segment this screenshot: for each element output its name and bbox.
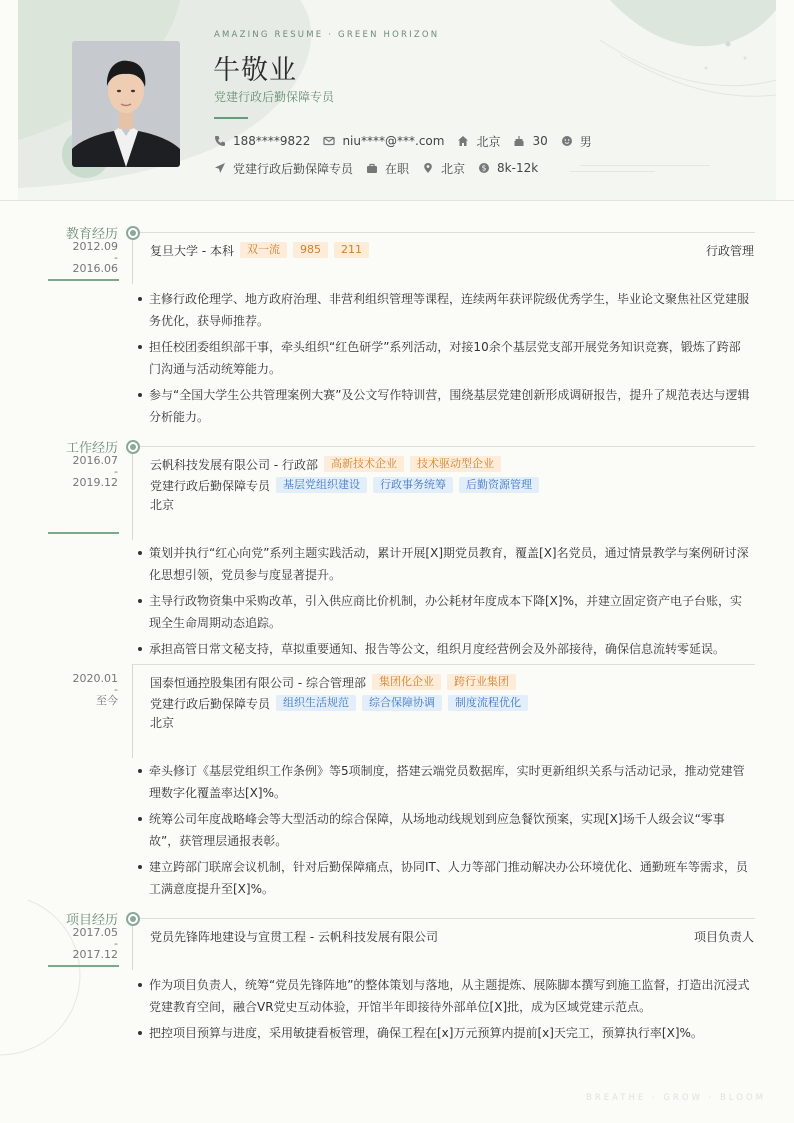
- status-icon: [366, 162, 378, 174]
- date-separator: -: [114, 251, 118, 264]
- project-entry-header: [150, 927, 754, 945]
- home-icon: [457, 135, 469, 147]
- job-city: 北京: [150, 716, 175, 730]
- timeline-dot: [126, 912, 140, 926]
- list-item: 把控项目预算与进度，采用敏捷看板管理，确保工程在[x]万元预算内提前[x]天完工，预算执行率[X]%。: [137, 1022, 752, 1044]
- job-end-date: 至今: [96, 694, 118, 707]
- timeline-line: [132, 926, 133, 970]
- section-rule: [48, 965, 119, 967]
- phone-value: 188****9822: [233, 134, 311, 148]
- job-start-date: 2020.01: [72, 672, 118, 685]
- skill-tag: 行政事务统筹: [373, 477, 453, 493]
- education-entry-header: [150, 241, 754, 259]
- svg-text:$: $: [481, 163, 487, 173]
- project-start-date: 2017.05: [72, 926, 118, 939]
- intent-location: [422, 160, 465, 177]
- contact-phone[interactable]: [214, 134, 310, 148]
- intent-status: [366, 160, 409, 177]
- header-divider: [0, 200, 794, 201]
- company-name: 云帆科技发展有限公司 - 行政部: [150, 457, 318, 472]
- contact-row: [214, 132, 605, 150]
- timeline-line: [132, 240, 133, 284]
- entry-divider: [140, 232, 755, 233]
- date-separator: -: [114, 683, 118, 696]
- education-bullets: [137, 288, 752, 432]
- list-item: 承担高管日常文秘支持，草拟重要通知、报告等公文，组织月度经营例会及外部接待，确保信息流转零延误。: [137, 638, 752, 660]
- intent-salary: [478, 161, 538, 175]
- tagline: AMAZING RESUME · GREEN HORIZON: [214, 30, 440, 40]
- decorative-line: [580, 165, 710, 166]
- edu-start-date: 2012.09: [72, 240, 118, 253]
- date-separator: -: [114, 937, 118, 950]
- school-tag: 985: [293, 242, 328, 258]
- job-2-header: [150, 673, 754, 691]
- position-name: 党建行政后勤保障专员: [150, 478, 271, 493]
- date-separator: -: [114, 465, 118, 478]
- section-rule: [48, 532, 119, 534]
- contact-age: [513, 134, 547, 148]
- project-bullets: [137, 974, 752, 1048]
- mail-icon: [323, 135, 335, 147]
- list-item: 统筹公司年度战略峰会等大型活动的综合保障，从场地动线规划到应急餐饮预案，实现[X]场千人级会议“零事故”，获管理层通报表彰。: [137, 808, 752, 852]
- email-value: niu****@***.com: [342, 134, 445, 148]
- position-name: 党建行政后勤保障专员: [150, 696, 271, 711]
- timeline-dot: [126, 226, 140, 240]
- company-tag: 技术驱动型企业: [410, 456, 501, 472]
- timeline-line: [132, 454, 133, 540]
- job-start-date: 2016.07: [72, 454, 118, 467]
- gender-value: 男: [579, 134, 592, 149]
- company-tag: 高新技术企业: [324, 456, 404, 472]
- job-1-bullets: [137, 542, 752, 664]
- company-name: 国泰恒通控股集团有限公司 - 综合管理部: [150, 675, 366, 690]
- list-item: 担任校团委组织部干事，牵头组织“红色研学”系列活动，对接10余个基层党支部开展党务知识竞赛，锻炼了跨部门沟通与活动统筹能力。: [137, 336, 752, 380]
- job-city: 北京: [150, 498, 175, 512]
- contact-gender: [561, 133, 592, 150]
- skill-tag: 后勤资源管理: [459, 477, 539, 493]
- list-item: 主导行政物资集中采购改革，引入供应商比价机制，办公耗材年度成本下降[X]%，并建立固定资产电子台账，实现全生命周期动态追踪。: [137, 590, 752, 634]
- decorative-line: [570, 171, 655, 172]
- entry-divider: [140, 446, 755, 447]
- project-role: 项目负责人: [693, 929, 754, 944]
- company-tag: 集团化企业: [372, 674, 441, 690]
- list-item: 建立跨部门联席会议机制，针对后勤保障痛点，协同IT、人力等部门推动解决办公环境优化、通勤班车等需求，员工满意度提升至[X]%。: [137, 856, 752, 900]
- skill-tag: 制度流程优化: [448, 695, 528, 711]
- contact-email[interactable]: [323, 134, 444, 148]
- city-value: 北京: [476, 134, 501, 149]
- skill-tag: 基层党组织建设: [276, 477, 367, 493]
- section-title-work: 工作经历: [65, 441, 118, 456]
- list-item: 策划并执行“红心向党”系列主题实践活动，累计开展[X]期党员教育，覆盖[X]名党员，通过情景教学与案例研讨深化思想引领，党员参与度显著提升。: [137, 542, 752, 586]
- project-end-date: 2017.12: [72, 948, 118, 961]
- school-tag: 双一流: [240, 242, 287, 258]
- intent-position: [214, 160, 353, 177]
- job-intent-row: [214, 159, 551, 177]
- intent-status-value: 在职: [385, 161, 410, 176]
- list-item: 牵头修订《基层党组织工作条例》等5项制度，搭建云端党员数据库，实时更新组织关系与活动记录，推动党建管理数字化覆盖率达[X]%。: [137, 760, 752, 804]
- list-item: 参与“全国大学生公共管理案例大赛”及公文写作特训营，围绕基层党建创新形成调研报告，提升了规范表达与逻辑分析能力。: [137, 384, 752, 428]
- timeline-line: [132, 664, 133, 758]
- job-2-position-row: [150, 694, 754, 712]
- intent-salary-value: 8k-12k: [497, 161, 539, 175]
- entry-divider: [140, 918, 755, 919]
- job-1-header: [150, 455, 754, 473]
- school-tag: 211: [334, 242, 369, 258]
- skill-tag: 综合保障协调: [362, 695, 442, 711]
- job-1-position-row: [150, 476, 754, 494]
- title-underline: [214, 117, 248, 119]
- gender-icon: [561, 135, 573, 147]
- intent-position-value: 党建行政后勤保障专员: [233, 161, 354, 176]
- edu-end-date: 2016.06: [72, 262, 118, 275]
- avatar: [72, 41, 180, 167]
- section-title-education: 教育经历: [65, 227, 118, 242]
- major-name: 行政管理: [705, 243, 754, 258]
- salary-icon: [478, 162, 490, 174]
- intent-location-value: 北京: [441, 161, 466, 176]
- entry-divider: [132, 664, 755, 665]
- phone-icon: [214, 135, 226, 147]
- job-end-date: 2019.12: [72, 476, 118, 489]
- list-item: 主修行政伦理学、地方政府治理、非营利组织管理等课程，连续两年获评院级优秀学生，毕业论文聚焦社区党建服务优化，获导师推荐。: [137, 288, 752, 332]
- location-icon: [422, 162, 434, 174]
- job-2-bullets: [137, 760, 752, 904]
- section-rule: [48, 279, 119, 281]
- candidate-title: 党建行政后勤保障专员: [214, 90, 335, 104]
- section-title-project: 项目经历: [65, 913, 118, 928]
- footer-motto: BREATHE · GROW · BLOOM: [586, 1093, 766, 1103]
- timeline-dot: [126, 440, 140, 454]
- candidate-name: 牛敬业: [213, 55, 297, 86]
- age-icon: [513, 135, 525, 147]
- company-tag: 跨行业集团: [447, 674, 516, 690]
- project-name: 党员先锋阵地建设与宣贯工程 - 云帆科技发展有限公司: [150, 929, 438, 944]
- school-name: 复旦大学 - 本科: [150, 243, 234, 258]
- list-item: 作为项目负责人，统筹“党员先锋阵地”的整体策划与落地，从主题提炼、展陈脚本撰写到施工监督，打造出沉浸式党建教育空间，融合VR党史互动体验，开馆半年即接待外部单位[X]批，成为区域党建示范点。: [137, 974, 752, 1018]
- send-icon: [214, 162, 226, 174]
- age-value: 30: [532, 134, 548, 148]
- contact-city: [457, 133, 500, 150]
- skill-tag: 组织生活规范: [276, 695, 356, 711]
